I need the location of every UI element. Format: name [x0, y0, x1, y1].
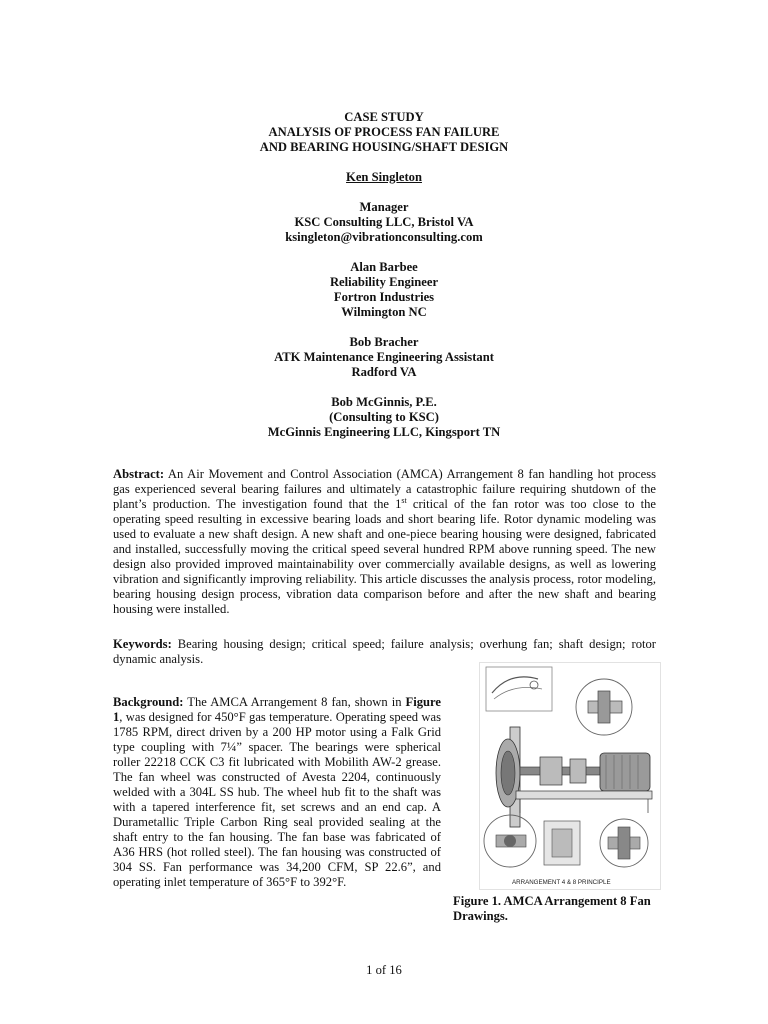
figure-reference: Figure 1	[113, 695, 441, 724]
abstract-label: Abstract:	[113, 467, 165, 481]
author-affiliation: KSC Consulting LLC, Bristol VA	[294, 215, 474, 229]
fan-drawings-figure	[479, 662, 661, 890]
author-email: ksingleton@vibrationconsulting.com	[285, 230, 483, 244]
author-name: Bob McGinnis, P.E.	[331, 395, 437, 409]
title-block	[0, 110, 768, 440]
figure-caption: Figure 1. AMCA Arrangement 8 Fan Drawings.	[453, 894, 651, 923]
author-affiliation: McGinnis Engineering LLC, Kingsport TN	[267, 425, 501, 439]
abstract-paragraph	[113, 467, 656, 617]
author-name: Ken Singleton	[346, 170, 422, 184]
background-text-b: , was designed for 450°F gas temperature. Operating speed was 1785 RPM, direct driven by a 200 HP motor using a Falk Grid type coupling with 7¼” spacer. The bearings were spherical roller 22218 CCK C3 fit lubricated with Mobilith AW-2 grease. The fan wheel was constructed of Avesta 2204, continuously welded with a 304L SS hub. The wheel hub fit to the shaft was with a tapered interference fit, set screws and an end cap. A Durametallic Triple Carbon Ring seal provided sealing at the shaft entry to the fan housing. The fan base was fabricated of A36 HRS (hot rolled steel). The fan housing was constructed of 304 SS. Fan performance was 34,200 CFM, SP 22.6”, and operating inlet temperature of 365°F to 392°F.	[113, 710, 441, 889]
abstract-superscript: st	[401, 495, 407, 505]
figure-inner-label: ARRANGEMENT 4 & 8 PRINCIPLE	[512, 879, 611, 886]
author-title: Reliability Engineer	[329, 275, 439, 289]
background-label: Background:	[113, 695, 184, 709]
author-name: Bob Bracher	[349, 335, 419, 349]
title-line-1: CASE STUDY	[344, 110, 424, 124]
keywords-text: Bearing housing design; critical speed; failure analysis; overhung fan; shaft design; rotor dynamic analysis.	[113, 637, 656, 666]
page-number: 1 of 16	[366, 963, 402, 977]
title-line-3: AND BEARING HOUSING/SHAFT DESIGN	[259, 140, 509, 154]
author-title: (Consulting to KSC)	[329, 410, 439, 424]
background-text-a: The AMCA Arrangement 8 fan, shown in	[183, 695, 406, 709]
fan-drawing-illustration	[480, 663, 660, 889]
background-paragraph	[113, 695, 441, 890]
author-title: ATK Maintenance Engineering Assistant	[274, 350, 494, 364]
abstract-text-a: An Air Movement and Control Association (AMCA) Arrangement 8 fan handling hot process gas experienced several bearing failures and ultimately a catastrophic failure requiring shutdown of the plant’s production. The investigation found that the 1	[113, 467, 656, 511]
author-affiliation: Fortron Industries	[333, 290, 435, 304]
keywords-label: Keywords:	[113, 637, 172, 651]
author-location: Wilmington NC	[341, 305, 427, 319]
abstract-text-b: critical of the fan rotor was too close to the operating speed resulting in excessive bearing loads and short bearing life. Rotor dynamic modeling was used to evaluate a new shaft design. A new shaft and one-piece bearing housing were designed, fabricated and installed, successfully moving the critical speed several hundred RPM above running speed. The new design also provided improved maintainability over commercially available designs, as well as lowering vibration and significantly improving reliability. This article discusses the analysis process, rotor modeling, bearing housing design process, vibration data comparison before and after the new shaft and bearing housing were installed.	[113, 497, 656, 616]
author-name: Alan Barbee	[350, 260, 418, 274]
author-title: Manager	[359, 200, 409, 214]
title-line-2: ANALYSIS OF PROCESS FAN FAILURE	[268, 125, 500, 139]
author-location: Radford VA	[351, 365, 417, 379]
